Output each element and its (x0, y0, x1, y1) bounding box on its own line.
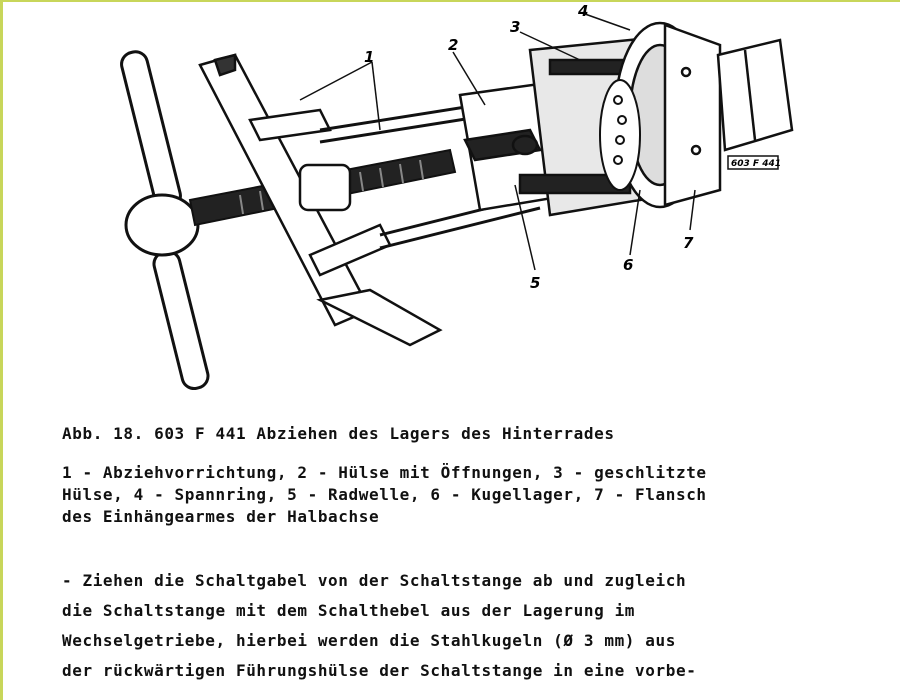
legend-line: des Einhängearmes der Halbachse (62, 507, 380, 526)
page-border-left (0, 0, 3, 700)
callout-6: 6 (623, 256, 634, 274)
paragraph-line: Wechselgetriebe, hierbei werden die Stahlkugeln (Ø 3 mm) aus (62, 631, 676, 650)
legend-line: Hülse, 4 - Spannring, 5 - Radwelle, 6 - Kugellager, 7 - Flansch (62, 485, 707, 504)
paragraph-line: der rückwärtigen Führungshülse der Schaltstange in eine vorbe- (62, 661, 697, 680)
callout-2: 2 (448, 36, 459, 54)
callout-1: 1 (364, 48, 375, 66)
bearing-puller-illustration (120, 0, 800, 410)
legend-line: 1 - Abziehvorrichtung, 2 - Hülse mit Öffnungen, 3 - geschlitzte (62, 463, 707, 482)
callout-3: 3 (510, 18, 521, 36)
figure-caption: Abb. 18. 603 F 441 Abziehen des Lagers des Hinterrades (62, 424, 615, 443)
figure-stamp: 603 F 441 (731, 159, 781, 169)
paragraph-line: die Schaltstange mit dem Schalthebel aus der Lagerung im (62, 601, 636, 620)
ball-bearing (600, 80, 640, 190)
paragraph-line: - Ziehen die Schaltgabel von der Schaltstange ab und zugleich (62, 571, 687, 590)
callout-4: 4 (578, 2, 589, 20)
figure-legend (62, 462, 882, 528)
body-paragraph (62, 566, 882, 686)
spindle-nut (300, 165, 350, 210)
half-axle-housing (718, 40, 792, 150)
callout-7: 7 (683, 234, 694, 252)
callout-5: 5 (530, 274, 541, 292)
